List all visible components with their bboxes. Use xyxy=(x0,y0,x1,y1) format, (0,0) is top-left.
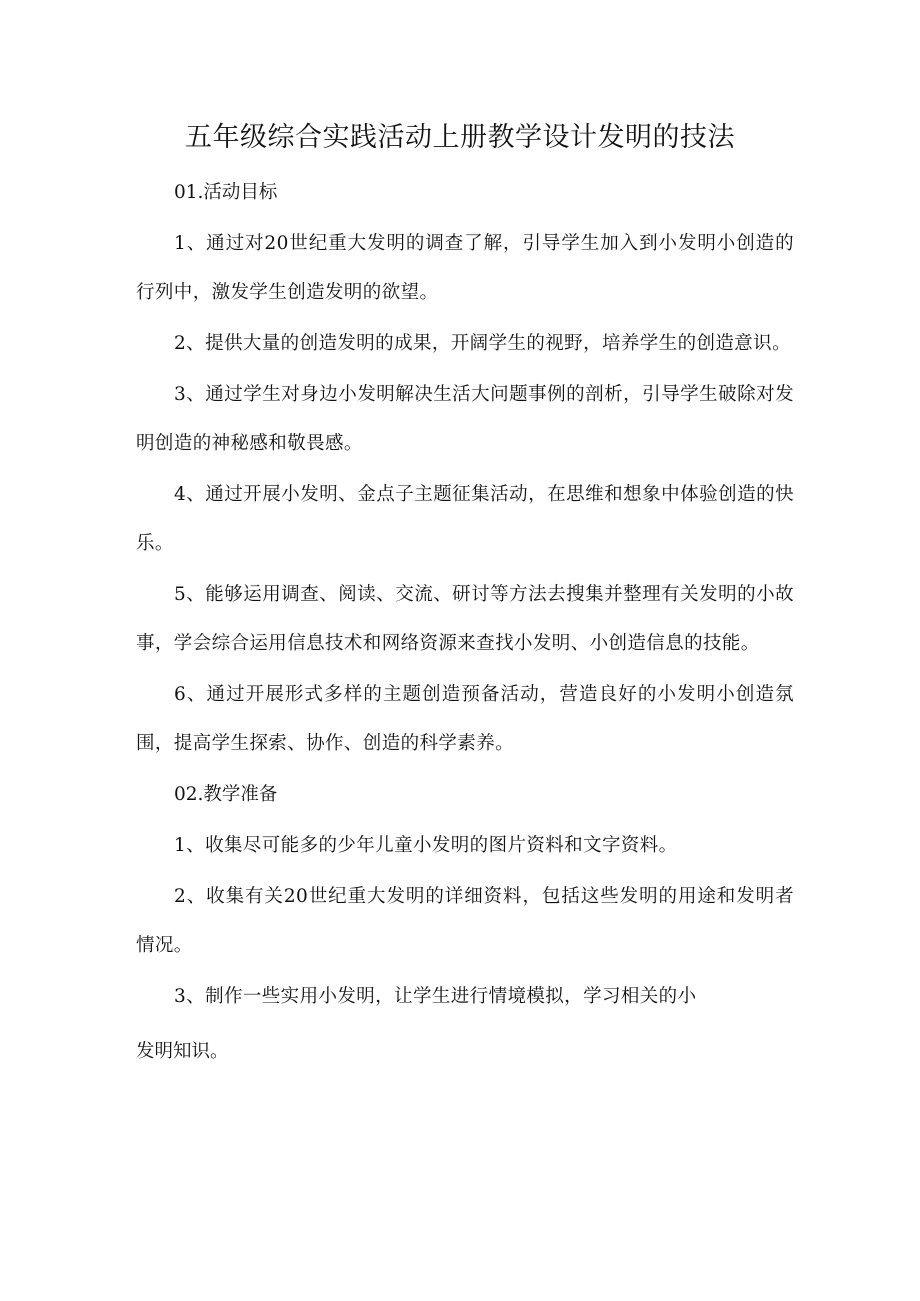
goal-item-1: 1、通过对20世纪重大发明的调查了解，引导学生加入到小发明小创造的行列中，激发学生创造发明的欲望。 xyxy=(136,233,794,303)
prep-item-3-line-1: 3、制作一些实用小发明，让学生进行情境模拟，学习相关的小 xyxy=(174,986,697,1007)
document-title: 五年级综合实践活动上册教学设计发明的技法 xyxy=(185,122,735,153)
goal-item-6: 6、通过开展形式多样的主题创造预备活动，营造良好的小发明小创造氛围，提高学生探索、协作、创造的科学素养。 xyxy=(136,684,794,754)
goal-item-5: 5、能够运用调查、阅读、交流、研讨等方法去搜集并整理有关发明的小故事，学会综合运用信息技术和网络资源来查找小发明、小创造信息的技能。 xyxy=(136,584,794,654)
goal-item-4: 4、通过开展小发明、金点子主题征集活动，在思维和想象中体验创造的快乐。 xyxy=(136,484,794,554)
prep-item-2: 2、收集有关20世纪重大发明的详细资料，包括这些发明的用途和发明者情况。 xyxy=(136,886,794,956)
section-heading-preparation: 02.教学准备 xyxy=(174,784,278,805)
section-heading-goals: 01.活动目标 xyxy=(174,182,278,203)
goal-item-3: 3、通过学生对身边小发明解决生活大问题事例的剖析，引导学生破除对发明创造的神秘感和敬畏感。 xyxy=(136,384,794,454)
prep-item-1: 1、收集尽可能多的少年儿童小发明的图片资料和文字资料。 xyxy=(174,835,678,856)
prep-item-3-line-2: 发明知识。 xyxy=(136,1041,229,1062)
goal-item-2: 2、提供大量的创造发明的成果，开阔学生的视野，培养学生的创造意识。 xyxy=(174,333,791,354)
document-body xyxy=(136,168,794,1076)
